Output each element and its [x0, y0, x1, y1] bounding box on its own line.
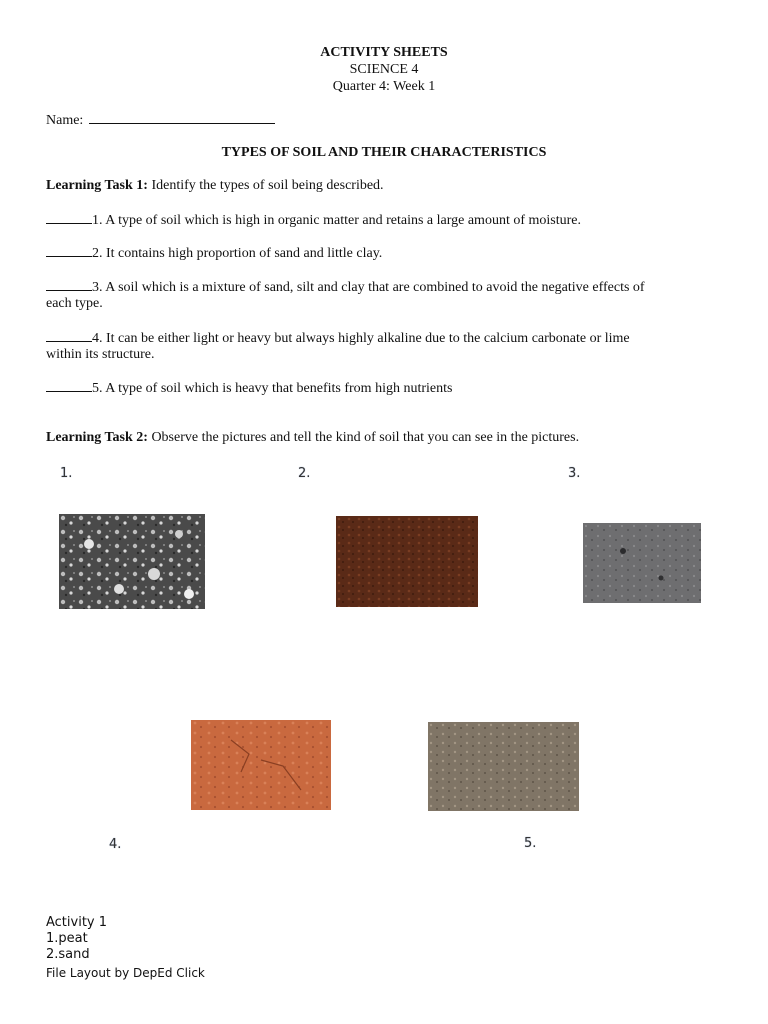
name-field[interactable] — [46, 111, 275, 129]
answer-line: 1.peat — [46, 931, 88, 946]
answer-blank[interactable] — [46, 245, 92, 257]
task1-item-5 — [46, 380, 716, 397]
task1-label: Learning Task 1: — [46, 178, 148, 193]
item-text-cont: within its structure. — [46, 347, 155, 362]
task1-item-1 — [46, 212, 716, 229]
task2-text: Observe the pictures and tell the kind of soil that you can see in the pictures. — [147, 430, 580, 445]
soil-photo-5 — [428, 722, 579, 811]
task1-item-3 — [46, 279, 716, 312]
item-text: 4. It can be either light or heavy but always highly alkaline due to the calcium carbonate or lime — [92, 331, 630, 346]
task1-instruction — [46, 178, 718, 194]
layout-credit: File Layout by DepEd Click — [46, 966, 205, 980]
soil-photo-3 — [583, 523, 701, 603]
item-text: 2. It contains high proportion of sand and little clay. — [92, 246, 383, 261]
task1-item-2 — [46, 245, 716, 262]
answer-key-heading: Activity 1 — [46, 915, 108, 930]
item-text-cont: each type. — [46, 296, 103, 311]
picture-number-4: 4. — [109, 837, 122, 852]
item-text: 1. A type of soil which is high in organic matter and retains a large amount of moisture. — [92, 213, 581, 228]
answer-key — [46, 915, 107, 963]
name-label: Name: — [46, 113, 84, 128]
topic-heading: TYPES OF SOIL AND THEIR CHARACTERISTICS — [221, 145, 547, 160]
soil-photo-2 — [336, 516, 478, 607]
task1-text: Identify the types of soil being described. — [147, 178, 384, 193]
item-text: 5. A type of soil which is heavy that benefits from high nutrients — [92, 381, 453, 396]
answer-line: 2.sand — [46, 947, 90, 962]
picture-number-2: 2. — [298, 466, 311, 481]
answer-blank[interactable] — [46, 212, 92, 224]
quarter-week-label: Quarter 4: Week 1 — [332, 79, 436, 94]
answer-blank[interactable] — [46, 380, 92, 392]
picture-number-1: 1. — [60, 466, 73, 481]
name-blank-line[interactable] — [89, 111, 275, 124]
task2-label: Learning Task 2: — [46, 430, 148, 445]
task1-item-4 — [46, 330, 716, 363]
soil-photo-4 — [191, 720, 331, 810]
answer-blank[interactable] — [46, 279, 92, 291]
answer-blank[interactable] — [46, 330, 92, 342]
sheet-title: ACTIVITY SHEETS — [320, 45, 448, 60]
item-text: 3. A soil which is a mixture of sand, silt and clay that are combined to avoid the negative effects of — [92, 280, 645, 295]
picture-number-3: 3. — [568, 466, 581, 481]
picture-number-5: 5. — [524, 836, 537, 851]
subject-label: SCIENCE 4 — [349, 62, 419, 77]
task2-instruction — [46, 430, 718, 446]
soil-photo-1 — [59, 514, 205, 609]
